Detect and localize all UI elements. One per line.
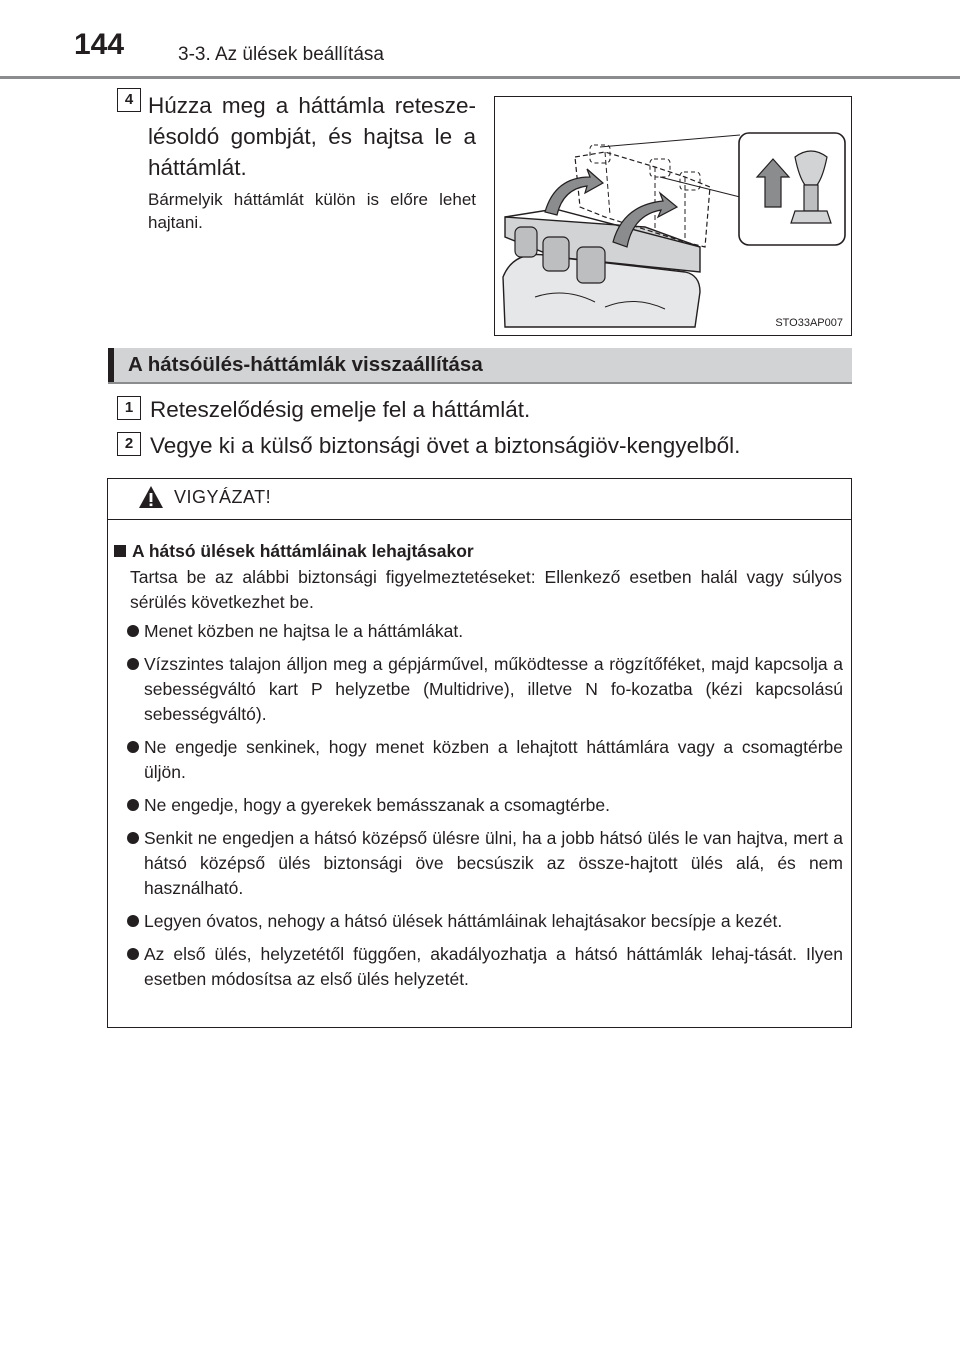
list-item	[108, 735, 853, 785]
list-item-text: Az első ülés, helyzetétől függően, akadályozhatja a hátsó háttámlák lehaj-tását. Ilyen esetben módosítsa az első ülés helyzetét.	[144, 944, 843, 989]
seat-fold-illustration	[494, 96, 852, 336]
list-item	[108, 909, 853, 934]
bullet-dot-icon	[127, 832, 139, 844]
list-item-text: Vízszintes talajon álljon meg a gépjárművel, működtesse a rögzítőféket, majd kapcsolja a sebességváltó kart P helyzetbe (Multidrive), illetve N fo-kozatba (kézi kapcsolású sebességváltó).	[144, 654, 843, 724]
warning-header	[108, 479, 851, 520]
step-number-4: 4	[117, 88, 141, 112]
warning-bullet-list	[108, 619, 853, 1000]
header-rule	[0, 76, 960, 79]
warning-heading-text: A hátsó ülések háttámláinak lehajtásakor	[132, 541, 474, 561]
list-item-text: Ne engedje senkinek, hogy menet közben a lehajtott háttámlára vagy a csomagtérbe üljön.	[144, 737, 843, 782]
step-number-2: 2	[117, 432, 141, 456]
list-item	[108, 942, 853, 992]
subsection-bar	[108, 348, 114, 382]
bullet-dot-icon	[127, 658, 139, 670]
subsection-heading	[108, 348, 852, 384]
list-item-text: Legyen óvatos, nehogy a hátsó ülések háttámláinak lehajtásakor becsípje a kezét.	[144, 911, 783, 931]
seat-drawing	[495, 97, 851, 335]
bullet-dot-icon	[127, 948, 139, 960]
bullet-dot-icon	[127, 799, 139, 811]
section-title: 3-3. Az ülések beállítása	[178, 44, 384, 65]
list-item-text: Menet közben ne hajtsa le a háttámlákat.	[144, 621, 464, 641]
step-4-note: Bármelyik háttámlát külön is előre lehet hajtani.	[148, 190, 476, 232]
subsection-title: A hátsóülés-háttámlák visszaállítása	[128, 353, 483, 376]
list-item-text: Senkit ne engedjen a hátsó középső ülésre ülni, ha a jobb hátsó ülés le van hajtva, mert a hátsó középső ülés biztonsági öve becsúszik az össze-hajtott ülés alá, és nem használható.	[144, 828, 843, 898]
step-number-1: 1	[117, 396, 141, 420]
step-2-text: Vegye ki a külső biztonsági övet a biztonságiöv-kengyelből.	[150, 433, 741, 458]
warning-box	[107, 478, 852, 1028]
list-item	[108, 793, 853, 818]
list-item	[108, 826, 853, 901]
bullet-dot-icon	[127, 915, 139, 927]
warning-heading	[114, 541, 474, 562]
bullet-dot-icon	[127, 625, 139, 637]
warning-title: VIGYÁZAT!	[174, 487, 272, 507]
warning-triangle-icon	[138, 485, 164, 509]
figure-code: STO33AP007	[775, 317, 843, 329]
page-number: 144	[74, 28, 125, 61]
warning-intro: Tartsa be az alábbi biztonsági figyelmeztetéseket: Ellenkező esetben halál vagy súlyos sérülés következhet be.	[130, 567, 842, 612]
list-item	[108, 619, 853, 644]
step-4-text: Húzza meg a háttámla retesze-lésoldó gombját, és hajtsa le a háttámlát.	[148, 93, 476, 180]
list-item-text: Ne engedje, hogy a gyerekek bemásszanak a csomagtérbe.	[144, 795, 610, 815]
bullet-dot-icon	[127, 741, 139, 753]
list-item	[108, 652, 853, 727]
square-bullet-icon	[114, 545, 126, 557]
step-1-text: Reteszelődésig emelje fel a háttámlát.	[150, 397, 531, 422]
